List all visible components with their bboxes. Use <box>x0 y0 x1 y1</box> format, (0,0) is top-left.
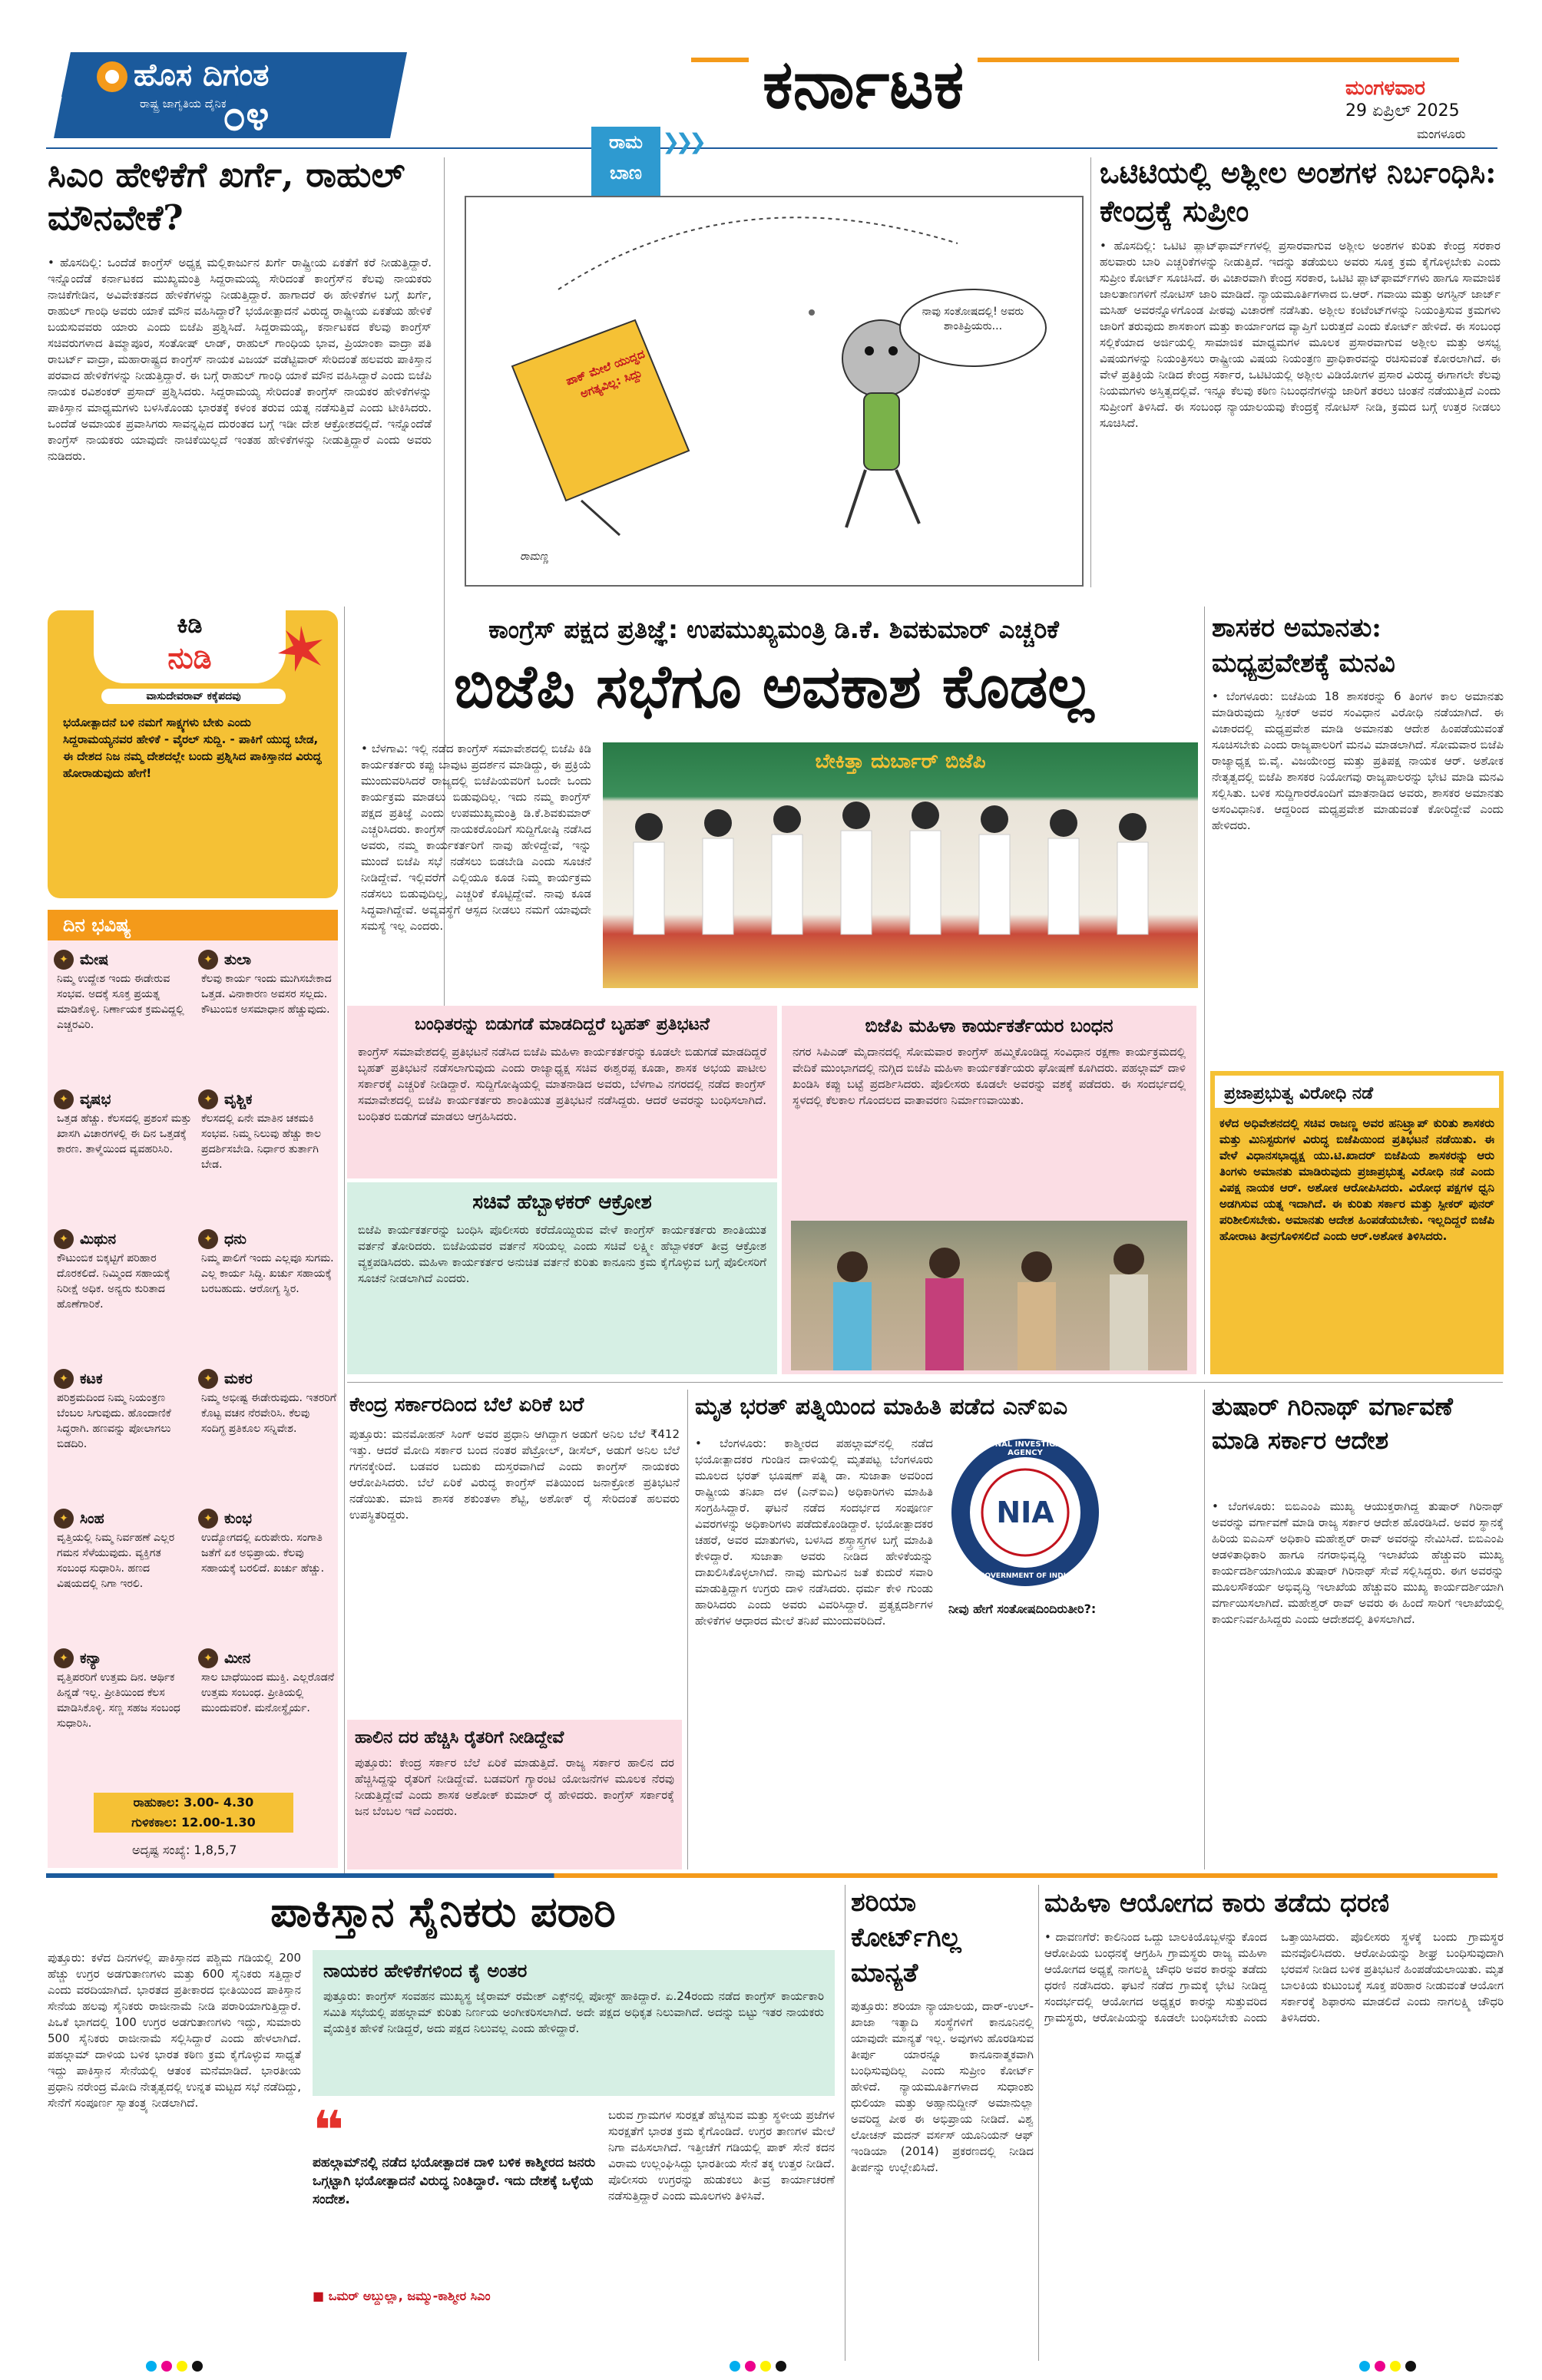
horoscope-title: ದಿನ ಭವಿಷ್ಯ <box>48 910 338 940</box>
gulikakala: ಗುಳಿಕಕಾಲ: 12.00-1.30 <box>131 1815 256 1830</box>
story-body: ನಗರ ಸಿಪಿಎಡ್ ಮೈದಾನದಲ್ಲಿ ಸೋಮವಾರ ಕಾಂಗ್ರೆಸ್ ಹಮ್ಮಿಕೊಂಡಿದ್ದ ಸಂವಿಧಾನ ರಕ್ಷಣಾ ಕಾರ್ಯಕ್ರಮದಲ್ಲಿ ವೇದಿಕೆ ಮುಂಭಾಗದಲ್ಲಿ ನುಗ್ಗಿದ ಬಿಜೆಪಿ ಮಹಿಳಾ ಕಾರ್ಯಕರ್ತೆಯರು ಘೋಷಣೆ ಕೂಗಿದರು. ಪಹಲ್ಗಾಮ್ ದಾಳಿ ಖಂಡಿಸಿ ಕಪ್ಪು ಬಟ್ಟೆ ಪ್ರದರ್ಶಿಸಿದರು. ಪೊಲೀಸರು ಕೂಡಲೇ ಅವರನ್ನು ವಶಕ್ಕೆ ಪಡೆದರು. ಈ ಸಂದರ್ಭದಲ್ಲಿ ಸ್ಥಳದಲ್ಲಿ ಕೆಲಕಾಲ ಗೊಂದಲದ ವಾತಾವರಣ ನಿರ್ಮಾಣವಾಯಿತು. <box>793 1045 1186 1107</box>
zodiac-icon: ✦ <box>54 950 74 970</box>
zodiac-icon: ✦ <box>198 1229 218 1249</box>
zodiac-icon: ✦ <box>54 1369 74 1389</box>
horoscope-entry <box>54 1507 192 1647</box>
horoscope-entry <box>198 1088 336 1228</box>
nayakara-box <box>313 1950 835 2096</box>
sign-name: ಮೇಷ <box>80 951 109 968</box>
sign-text: ವೃತ್ತಿಯಲ್ಲಿ ನಿಮ್ಮ ನಿರ್ವಹಣೆ ಎಲ್ಲರ ಗಮನ ಸೆಳೆಯುವುದು. ವ್ಯಕ್ತಿಗತ ಸಂಬಂಧ ಸುಧಾರಿಸಿ. ಹಣದ ವಿಷಯದಲ್ಲಿ ನಿಗಾ ಇರಲಿ. <box>57 1532 175 1590</box>
story-body: • ಬೆಂಗಳೂರು: ಬಿಜೆಪಿಯ 18 ಶಾಸಕರನ್ನು 6 ತಿಂಗಳ ಕಾಲ ಅಮಾನತು ಮಾಡಿರುವುದು ಸ್ಪೀಕರ್ ಅವರ ಸಂವಿಧಾನ ವಿರೋಧಿ ನಡೆಯಾಗಿದೆ. ಈ ವಿಚಾರದಲ್ಲಿ ಮಧ್ಯಪ್ರವೇಶ ಮಾಡಿ ಅಮಾನತು ಆದೇಶ ಹಿಂಪಡೆಯುವಂತೆ ಸೂಚಿಸಬೇಕು ಎಂದು ರಾಜ್ಯಪಾಲರಿಗೆ ಮನವಿ ಮಾಡಲಾಗಿದೆ. ಸೋಮವಾರ ಬಿಜೆಪಿ ರಾಜ್ಯಾಧ್ಯಕ್ಷ ಬಿ.ವೈ. ವಿಜಯೇಂದ್ರ ಮತ್ತು ಪ್ರತಿಪಕ್ಷ ನಾಯಕ ಆರ್. ಅಶೋಕ ನೇತೃತ್ವದಲ್ಲಿ ಬಿಜೆಪಿ ಶಾಸಕರ ನಿಯೋಗವು ರಾಜ್ಯಪಾಲರನ್ನು ಭೇಟಿ ಮಾಡಿ ಮನವಿ ಸಲ್ಲಿಸಿತು. ಬಳಿಕ ಸುದ್ದಿಗಾರರೊಂದಿಗೆ ಮಾತನಾಡಿದ ಅವರು, ಶಾಸಕರ ಅಮಾನತು ಅಸಂವಿಧಾನಿಕ. ಆದ್ದರಿಂದ ಮಧ್ಯಪ್ರವೇಶ ಮಾಡುವಂತೆ ಕೋರಿದ್ದೇವೆ ಎಂದು ಹೇಳಿದರು. <box>1212 689 1504 832</box>
lead-story <box>349 610 1198 1002</box>
photo-figures <box>603 742 1198 988</box>
arrest-photo-figures <box>791 1221 1187 1370</box>
lead-headline: ಬಿಜೆಪಿ ಸಭೆಗೂ ಅವಕಾಶ ಕೊಡಲ್ಲ <box>453 652 1094 722</box>
sign-name: ವೃಷಭ <box>80 1091 111 1108</box>
sign-text: ನಿಮ್ಮ ಅಭೀಷ್ಟ ಈಡೇರುವುದು. ಇತರರಿಗೆ ಕೊಟ್ಟ ವಚನ ನೆರವೇರಿಸಿ. ಕೆಲವು ಸಂದಿಗ್ಧ ಪ್ರತಿಕೂಲ ಸನ್ನಿವೇಶ. <box>201 1392 336 1435</box>
headline: ಪಾಕಿಸ್ತಾನ ಸೈನಿಕರು ಪರಾರಿ <box>270 1887 616 1936</box>
zodiac-icon: ✦ <box>54 1648 74 1668</box>
nia-center-text: NIA <box>996 1496 1054 1529</box>
zodiac-icon: ✦ <box>198 1089 218 1109</box>
cartoon-placard-text: ಪಾಕ್ ಮೇಲೆ ಯುದ್ಧದ ಅಗತ್ಯವಿಲ್ಲ: ಸಿದ್ದು <box>564 346 647 402</box>
story-kendra <box>349 1390 680 1720</box>
headline: ಒಟಿಟಿಯಲ್ಲಿ ಅಶ್ಲೀಲ ಅಂಶಗಳ ನಿರ್ಬಂಧಿಸಿ: ಕೇಂದ್ರಕ್ಕೆ ಸುಪ್ರೀಂ <box>1100 155 1497 228</box>
horoscope-entry <box>198 1367 336 1507</box>
kidi-nudi-header <box>94 610 286 683</box>
story-body: • ಹೊಸದಿಲ್ಲಿ: ಒಟಿಟಿ ಪ್ಲಾಟ್‌ಫಾರ್ಮ್‌ಗಳಲ್ಲಿ ಪ್ರಸಾರವಾಗುವ ಅಶ್ಲೀಲ ಅಂಶಗಳ ಕುರಿತು ಕೇಂದ್ರ ಸರಕಾರ ಹಲವಾರು ಬಾರಿ ಎಚ್ಚರಿಕೆಗಳನ್ನು ನೀಡುತ್ತಿದೆ. ಇದನ್ನು ತಡೆಯಲು ಅವರು ಸೂಕ್ತ ಕ್ರಮ ಕೈಗೊಳ್ಳಬೇಕು ಎಂದು ಸುಪ್ರೀಂ ಕೋರ್ಟ್ ಸೂಚಿಸಿದೆ. ಈ ವಿಚಾರವಾಗಿ ಕೇಂದ್ರ ಸರಕಾರ, ಒಟಿಟಿ ಪ್ಲಾಟ್‌ಫಾರ್ಮ್‌ಗಳು ಹಾಗೂ ಸಾಮಾಜಿಕ ಜಾಲತಾಣಗಳಿಗೆ ನೋಟಿಸ್ ಜಾರಿ ಮಾಡಿದೆ. ನ್ಯಾಯಮೂರ್ತಿಗಳಾದ ಬಿ.ಆರ್. ಗವಾಯಿ ಮತ್ತು ಅಗಸ್ಟಿನ್ ಜಾರ್ಜ್ ಮಸಿಹ್ ಅವರನ್ನೊಳಗೊಂಡ ಪೀಠವು ವಿಚಾರಣೆ ನಡೆಸಿತು. ಅಶ್ಲೀಲ ಕಂಟೆಂಟ್‌ಗಳನ್ನು ನಿಯಂತ್ರಿಸುವ ಕ್ರಮಗಳು ಜಾರಿಗೆ ತರುವುದು ಶಾಸಕಾಂಗ ಮತ್ತು ಕಾರ್ಯಾಂಗದ ವ್ಯಾಪ್ತಿಗೆ ಬರುತ್ತದೆ ಎಂದು ಕೋರ್ಟ್ ಹೇಳಿದೆ. ಈ ಸಂಬಂಧ ಸಲ್ಲಿಕೆಯಾದ ಅರ್ಜಿಯಲ್ಲಿ ಸಾಮಾಜಿಕ ಮಾಧ್ಯಮಗಳ ಮೂಲಕ ಪ್ರಸಾರವಾಗುವ ಅಶ್ಲೀಲ ಮತ್ತು ಅಸಭ್ಯ ವಿಷಯಗಳನ್ನು ನಿಯಂತ್ರಿಸಲು ರಾಷ್ಟ್ರೀಯ ವಿಷಯ ನಿಯಂತ್ರಣ ಪ್ರಾಧಿಕಾರವನ್ನು ರಚಿಸುವಂತೆ ಕೋರಲಾಗಿದೆ. ಈ ವೇಳೆ ಪ್ರತಿಕ್ರಿಯೆ ನೀಡಿದ ಕೇಂದ್ರ ಸರ್ಕಾರ, ಒಟಿಟಿಯಲ್ಲಿ ಅಶ್ಲೀಲ ವಿಡಿಯೋಗಳ ಪ್ರಸಾರ ವಿರುದ್ಧ ಈಗಾಗಲೇ ಕೆಲವು ನಿಯಮಗಳು ಅಸ್ತಿತ್ವದಲ್ಲಿವೆ. ಇನ್ನೂ ಕೆಲವು ಕಠಿಣ ನಿಬಂಧನೆಗಳನ್ನು ಜಾರಿಗೆ ತರಲು ಚಿಂತನೆ ನಡೆಯುತ್ತಿದೆ ಎಂದು ಸುಪ್ರೀಂಗೆ ತಿಳಿಸಿದೆ. ಈ ಸಂಬಂಧ ನ್ಯಾಯಾಲಯವು ಕೇಂದ್ರಕ್ಕೆ ನೋಟಿಸ್ ನೀಡಿ, ಕ್ರಮದ ಬಗ್ಗೆ ಉತ್ತರ ನೀಡಲು ಸೂಚಿಸಿದೆ. <box>1100 239 1501 430</box>
story-body: ಪುತ್ತೂರು: ಮನಮೋಹನ್ ಸಿಂಗ್ ಅವರ ಪ್ರಧಾನಿ ಆಗಿದ್ದಾಗ ಅಡುಗೆ ಅನಿಲ ಬೆಲೆ ₹412 ಇತ್ತು. ಆದರೆ ಮೋದಿ ಸರ್ಕಾರ ಬಂದ ನಂತರ ಪೆಟ್ರೋಲ್, ಡೀಸೆಲ್, ಅಡುಗೆ ಅನಿಲ ಬೆಲೆ ಗಗನಕ್ಕೇರಿದೆ. ಬಡವರ ಬದುಕು ದುಸ್ತರವಾಗಿದೆ ಎಂದು ಕಾಂಗ್ರೆಸ್ ನಾಯಕರು ಆರೋಪಿಸಿದರು. ಬೆಲೆ ಏರಿಕೆ ವಿರುದ್ಧ ಕಾಂಗ್ರೆಸ್ ವತಿಯಿಂದ ಜನಾಕ್ರೋಶ ಪ್ರತಿಭಟನೆ ನಡೆಯಿತು. ಮಾಜಿ ಶಾಸಕ ಶಕುಂತಳಾ ಶೆಟ್ಟಿ, ಅಶೋಕ್ ರೈ ಸೇರಿದಂತೆ ಹಲವರು ಉಪಸ್ಥಿತರಿದ್ದರು. <box>349 1427 680 1522</box>
story-body: ಬಿಜೆಪಿ ಕಾರ್ಯಕರ್ತರನ್ನು ಬಂಧಿಸಿ ಪೊಲೀಸರು ಕರೆದೊಯ್ದಿರುವ ವೇಳೆ ಕಾಂಗ್ರೆಸ್ ಕಾರ್ಯಕರ್ತರು ಶಾಂತಿಯುತ ವರ್ತನೆ ತೋರಿದರು. ಬಿಜೆಪಿಯವರ ವರ್ತನೆ ಸರಿಯಲ್ಲ ಎಂದು ಸಚಿವೆ ಲಕ್ಷ್ಮೀ ಹೆಬ್ಬಾಳಕರ್ ತೀವ್ರ ಆಕ್ರೋಶ ವ್ಯಕ್ತಪಡಿಸಿದರು. ಮಹಿಳಾ ಕಾರ್ಯಕರ್ತರ ಅನುಚಿತ ವರ್ತನೆ ಕುರಿತು ಕಾನೂನು ಕ್ರಮ ಕೈಗೊಳ್ಳುವ ಬಗ್ಗೆ ಪೊಲೀಸರಿಗೆ ಸೂಚನೆ ನೀಡಲಾಗಿದೆ ಎಂದರು. <box>358 1223 766 1285</box>
arrest-photo <box>791 1221 1187 1370</box>
story-pakistan <box>48 1885 839 2361</box>
registration-marks-center <box>730 2361 786 2372</box>
horoscope-sign <box>54 1647 192 1670</box>
story-body-cont: ಬರುವ ಗ್ರಾಮಗಳ ಸುರಕ್ಷತೆ ಹೆಚ್ಚಿಸುವ ಮತ್ತು ಸ್ಥಳೀಯ ಪ್ರಜೆಗಳ ಸುರಕ್ಷತೆಗೆ ಭಾರತ ಕ್ರಮ ಕೈಗೊಂಡಿದೆ. ಉಗ್ರರ ತಾಣಗಳ ಮೇಲೆ ನಿಗಾ ವಹಿಸಲಾಗಿದೆ. ಇತ್ತೀಚೆಗೆ ಗಡಿಯಲ್ಲಿ ಪಾಕ್ ಸೇನೆ ಕದನ ವಿರಾಮ ಉಲ್ಲಂಘಿಸಿದ್ದು ಭಾರತೀಯ ಸೇನೆ ತಕ್ಕ ಉತ್ತರ ನೀಡಿದೆ. ಪೊಲೀಸರು ಉಗ್ರರನ್ನು ಹುಡುಕಲು ತೀವ್ರ ಕಾರ್ಯಾಚರಣೆ ನಡೆಸುತ್ತಿದ್ದಾರೆ ಎಂದು ಮೂಲಗಳು ತಿಳಿಸಿವೆ. <box>608 2108 835 2203</box>
rama-bana-tag <box>591 127 660 196</box>
horoscope-sign <box>198 948 336 971</box>
nia-bottom-text: GOVERNMENT OF INDIA <box>979 1572 1071 1580</box>
nia-ring-text: NATIONAL INVESTIGATION AGENCY <box>968 1440 1082 1457</box>
horoscope-left-column <box>54 948 192 1787</box>
story-body: • ಹೊಸದಿಲ್ಲಿ: ಒಂದೆಡೆ ಕಾಂಗ್ರೆಸ್ ಅಧ್ಯಕ್ಷ ಮಲ್ಲಿಕಾರ್ಜುನ ಖರ್ಗೆ ರಾಷ್ಟ್ರೀಯ ಏಕತೆಗೆ ಕರೆ ನೀಡುತ್ತಿದ್ದಾರೆ. ಇನ್ನೊಂದೆಡೆ ಕರ್ನಾಟಕದ ಮುಖ್ಯಮಂತ್ರಿ ಸಿದ್ದರಾಮಯ್ಯ ಸೇರಿದಂತೆ ಕಾಂಗ್ರೆಸ್‌ನ ಕೆಲವು ನಾಯಕರು ನಾಚಿಕೆಗೇಡಿನ, ಅವಿವೇಕತನದ ಹೇಳಿಕೆಗಳನ್ನು ನೀಡುತ್ತಿದ್ದಾರೆ. ಹಾಗಾದರೆ ಈ ಹೇಳಿಕೆಗಳ ಬಗ್ಗೆ ಖರ್ಗೆ, ರಾಹುಲ್ ಗಾಂಧಿ ಅವರು ಯಾಕೆ ಮೌನ ವಹಿಸಿದ್ದಾರೆ? ಭಯೋತ್ಪಾದನೆ ವಿರುದ್ಧ ರಾಷ್ಟ್ರೀಯ ಏಕತೆಯ ಹೇಳಿಕೆ ಬಯಸುವವರು ಯಾರು ಎಂದು ಬಿಜೆಪಿ ಪ್ರಶ್ನಿಸಿದೆ. ಸಿದ್ದರಾಮಯ್ಯ, ಕರ್ನಾಟಕದ ಕೆಲವು ಕಾಂಗ್ರೆಸ್ ಸಚಿವರುಗಳಾದ ತಿಮ್ಮಾಪೂರ, ಸಂತೋಷ್ ಲಾಡ್, ರಾಹುಲ್ ಗಾಂಧಿಯ ಭಾವ, ಪ್ರಿಯಾಂಕಾ ವಾದ್ರಾ ಪತಿ ರಾಬರ್ಟ್ ವಾದ್ರಾ, ಮಹಾರಾಷ್ಟ್ರದ ಕಾಂಗ್ರೆಸ್ ನಾಯಕ ವಿಜಯ್ ವಡೆಟ್ಟಿವಾರ್ ಸೇರಿದಂತೆ ಹಲವರು ಪಾಕಿಸ್ತಾನ ಪರವಾದ ಹೇಳಿಕೆಗಳನ್ನು ನೀಡುತ್ತಿದ್ದಾರೆ. ಈ ಬಗ್ಗೆ ರಾಹುಲ್ ಗಾಂಧಿ ಯಾಕೆ ಮೌನ ವಹಿಸಿದ್ದಾರೆ ಎಂದು ಬಿಜೆಪಿ ನಾಯಕ ರವಿಶಂಕರ್ ಪ್ರಸಾದ್ ಪ್ರಶ್ನಿಸಿದರು. ಸಿದ್ದರಾಮಯ್ಯ ಸೇರಿದಂತೆ ಕಾಂಗ್ರೆಸ್ ನಾಯಕರ ಹೇಳಿಕೆಗಳನ್ನು ಪಾಕಿಸ್ತಾನ ಮಾಧ್ಯಮಗಳು ಬಳಸಿಕೊಂಡು ಭಾರತಕ್ಕೆ ಕಳಂಕ ತರುವ ಯತ್ನ ನಡೆಸುತ್ತಿವೆ ಎಂದು ಟೀಕಿಸಿದರು. ಒಂದೆಡೆ ಅಮಾಯಕ ಪ್ರವಾಸಿಗರು ಸಾವನ್ನಪ್ಪಿದ ದುರಂತದ ಬಗ್ಗೆ ಇಡೀ ದೇಶ ಆಕ್ರೋಶದಲ್ಲಿದೆ. ಇನ್ನೊಂದೆಡೆ ಕಾಂಗ್ರೆಸ್ ನಾಯಕರು ಯಾವುದೇ ನಾಚಿಕೆಯಿಲ್ಲದೆ ಇಂತಹ ಹೇಳಿಕೆಗಳನ್ನು ನೀಡುತ್ತಿದ್ದಾರೆ ಎಂದು ಅವರು ನುಡಿದರು. <box>48 256 432 463</box>
issue-day: ಮಂಗಳವಾರ <box>1345 77 1426 100</box>
sign-text: ಕೌಟುಂಬಿಕ ಬಿಕ್ಕಟ್ಟಿಗೆ ಪರಿಹಾರ ದೊರಕಲಿದೆ. ನಿಮ್ಮಿಂದ ಸಹಾಯಕ್ಕೆ ನಿರೀಕ್ಷೆ ಅಧಿಕ. ಅನ್ಯರು ಕುರಿತಾದ ಹೊಣೆಗಾರಿಕೆ. <box>57 1252 170 1311</box>
brand-logo <box>54 52 407 138</box>
cartoon-drawing <box>466 197 1082 585</box>
sign-name: ವೃಶ್ಚಿಕ <box>224 1091 253 1108</box>
horoscope-sign <box>198 1507 336 1530</box>
registration-marks-right <box>1359 2361 1416 2372</box>
zodiac-icon: ✦ <box>198 1509 218 1529</box>
horoscope-entry <box>198 1507 336 1647</box>
sign-text: ನಿಮ್ಮ ಪಾಲಿಗೆ ಇಂದು ಎಲ್ಲವೂ ಸುಗಮ. ಎಲ್ಲ ಕಾರ್ಯ ಸಿದ್ಧಿ. ಖರ್ಚು ಸಹಾಯಕ್ಕೆ ಬರಬಹುದು. ಆರೋಗ್ಯ ಸ್ಥಿರ. <box>201 1252 334 1295</box>
horoscope-sign <box>198 1088 336 1111</box>
page-number: ೦೪ <box>223 91 270 140</box>
zodiac-icon: ✦ <box>198 1648 218 1668</box>
headline: ನಾಯಕರ ಹೇಳಿಕೆಗಳಿಂದ ಕೈ ಅಂತರ <box>323 1960 528 1982</box>
brand-name: ಹೊಸ ದಿಗಂತ <box>134 57 270 93</box>
sign-text: ವೃತ್ತಿಪರರಿಗೆ ಉತ್ತಮ ದಿನ. ಆರ್ಥಿಕ ಹಿನ್ನಡೆ ಇಲ್ಲ. ಪ್ರೀತಿಯಿಂದ ಕೆಲಸ ಮಾಡಿಸಿಕೊಳ್ಳಿ. ಸಣ್ಣ ಸಹಜ ಸಂಬಂಧ ಸುಧಾರಿಸಿ. <box>57 1671 180 1730</box>
headline: ಬಂಧಿತರನ್ನು ಬಿಡುಗಡೆ ಮಾಡದಿದ್ದರೆ ಬೃಹತ್ ಪ್ರತಿಭಟನೆ <box>415 1015 710 1034</box>
sign-text: ಉದ್ಯೋಗದಲ್ಲಿ ಏರುಪೇರು. ಸಂಗಾತಿ ಜತೆಗೆ ಏಕ ಅಭಿಪ್ರಾಯ. ಕೆಲವು ಸಹಾಯಕ್ಕೆ ಬರಲಿದೆ. ಖರ್ಚು ಹೆಚ್ಚು. <box>201 1532 325 1575</box>
sign-text: ಕೆಲಸದಲ್ಲಿ ಏನೇ ಮಾತಿನ ಚಕಮಕಿ ಸಂಭವ. ನಿಮ್ಮ ನಿಲುವು ಹೆಚ್ಚು ಕಾಲ ಪ್ರದರ್ಶಿಸಬೇಡಿ. ನಿರ್ಧಾರ ತುರ್ತಾಗಿ ಬೇಡ. <box>201 1112 322 1171</box>
story-bandhitar <box>347 1006 777 1178</box>
story-body: ಪುತ್ತೂರು: ಕಳೆದ ದಿನಗಳಲ್ಲಿ ಪಾಕಿಸ್ತಾನದ ಪಶ್ಚಿಮ ಗಡಿಯಲ್ಲಿ 200 ಹೆಚ್ಚು ಉಗ್ರರ ಅಡಗುತಾಣಗಳು ಮತ್ತು 600 ಸೈನಿಕರು ಸತ್ತಿದ್ದಾರೆ ಎಂದು ವರದಿಯಾಗಿದೆ. ಭಾರತದ ಪ್ರತೀಕಾರದ ಭೀತಿಯಿಂದ ಪಾಕಿಸ್ತಾನ ಸೇನೆಯ ಹಲವು ಸೈನಿಕರು ರಾಜೀನಾಮೆ ನೀಡಿ ಪರಾರಿಯಾಗುತ್ತಿದ್ದಾರೆ. ಪಿಒಕೆ ಭಾಗದಲ್ಲಿ 100 ಉಗ್ರರ ಅಡಗುತಾಣಗಳು ಇದ್ದು, ಸುಮಾರು 500 ಸೈನಿಕರು ರಾಜೀನಾಮೆ ಸಲ್ಲಿಸಿದ್ದಾರೆ ಎಂದು ಹೇಳಲಾಗಿದೆ. ಪಹಲ್ಗಾಮ್ ದಾಳಿಯ ಬಳಿಕ ಭಾರತ ಕಠಿಣ ಕ್ರಮ ಕೈಗೊಳ್ಳುವ ಸಾಧ್ಯತೆ ಇದ್ದು ಪಾಕಿಸ್ತಾನ ಸೇನೆಯಲ್ಲಿ ಆತಂಕ ಮನೆಮಾಡಿದೆ. ಭಾರತೀಯ ಪ್ರಧಾನಿ ನರೇಂದ್ರ ಮೋದಿ ನೇತೃತ್ವದಲ್ಲಿ ಉನ್ನತ ಮಟ್ಟದ ಸಭೆ ನಡೆದಿದ್ದು, ಸೇನೆಗೆ ಸಂಪೂರ್ಣ ಸ್ವಾತಂತ್ರ್ಯ ನೀಡಲಾಗಿದೆ. <box>48 1951 301 2110</box>
edition: ಮಂಗಳೂರು <box>1417 127 1466 141</box>
section-title: ಕರ್ನಾಟಕ <box>749 46 978 123</box>
time-box <box>94 1793 293 1833</box>
horoscope-box <box>48 910 338 1868</box>
nia-subhead: ನೀವು ಹೇಗೆ ಸಂತೋಷದಿಂದಿರುತೀರಿ?: <box>948 1602 1097 1616</box>
zodiac-icon: ✦ <box>54 1229 74 1249</box>
sign-name: ಮಿಥುನ <box>80 1231 117 1248</box>
sign-text: ನಿಮ್ಮ ಉದ್ದೇಶ ಇಂದು ಈಡೇರುವ ಸಂಭವ. ಅದಕ್ಕೆ ಸೂಕ್ತ ಪ್ರಯತ್ನ ಮಾಡಿಕೊಳ್ಳಿ. ನಿರ್ಣಾಯಕ ಕ್ರಮವಿದ್ದಲ್ಲಿ ಎಚ್ಚರವಿರಿ. <box>57 973 184 1031</box>
horoscope-entry <box>54 1647 192 1787</box>
zodiac-icon: ✦ <box>54 1089 74 1109</box>
headline: ಶಾಸಕರ ಅಮಾನತು: ಮಧ್ಯಪ್ರವೇಶಕ್ಕೆ ಮನವಿ <box>1212 613 1395 679</box>
cartoon-speech-bubble: ನಾವು ಸಂತೋಷದಲ್ಲಿ! ಅವರು ಶಾಂತಿಪ್ರಿಯರು... <box>922 306 1024 332</box>
story-tushar <box>1212 1390 1504 1869</box>
horoscope-sign <box>198 1228 336 1251</box>
tag-bottom: ಬಾಣ <box>610 162 642 183</box>
horoscope-sign <box>54 1088 192 1111</box>
zodiac-icon: ✦ <box>54 1509 74 1529</box>
tag-top: ರಾಮ <box>609 131 643 153</box>
headline: ಕೇಂದ್ರ ಸರ್ಕಾರದಿಂದ ಬೆಲೆ ಏರಿಕೆ ಬರೆ <box>349 1393 584 1416</box>
horoscope-sign <box>198 1647 336 1670</box>
section-divider <box>46 1873 1497 1878</box>
story-body: ಕಳೆದ ಅಧಿವೇಶನದಲ್ಲಿ ಸಚಿವ ರಾಜಣ್ಣ ಅವರ ಹನಿಟ್ರ್ಯಾಪ್ ಕುರಿತು ಶಾಸಕರು ಮತ್ತು ಮಿನಿಸ್ಟರುಗಳ ವಿರುದ್ಧ ಬಿಜೆಪಿಯಿಂದ ಪ್ರತಿಭಟನೆ ನಡೆಯಿತು. ಈ ವೇಳೆ ವಿಧಾನಸಭಾಧ್ಯಕ್ಷ ಯು.ಟಿ.ಖಾದರ್ ಬಿಜೆಪಿಯ ಶಾಸಕರನ್ನು ಆರು ತಿಂಗಳು ಅಮಾನತು ಮಾಡಿರುವುದು ಪ್ರಜಾಪ್ರಭುತ್ವ ವಿರೋಧಿ ನಡೆ ಎಂದು ವಿಪಕ್ಷ ನಾಯಕ ಆರ್. ಅಶೋಕ ಆರೋಪಿಸಿದರು. ವಿರೋಧ ಪಕ್ಷಗಳ ಧ್ವನಿ ಅಡಗಿಸುವ ಯತ್ನ ಇದಾಗಿದೆ. ಈ ಕುರಿತು ಸರ್ಕಾರ ಮತ್ತು ಸ್ಪೀಕರ್ ಪುನರ್ ಪರಿಶೀಲಿಸಬೇಕು. ಅಮಾನತು ಆದೇಶ ಹಿಂಪಡೆಯಬೇಕು. ಇಲ್ಲದಿದ್ದರೆ ಬಿಜೆಪಿ ಹೋರಾಟ ತೀವ್ರಗೊಳಿಸಲಿದೆ ಎಂದು ಆರ್.ಅಶೋಕ ತಿಳಿಸಿದರು. <box>1219 1116 1494 1243</box>
masthead-rule <box>46 147 1497 149</box>
horoscope-entry <box>54 948 192 1088</box>
issue-date: 29 ಏಪ್ರಿಲ್ 2025 <box>1345 101 1460 121</box>
sign-name: ಕುಂಭ <box>224 1510 252 1527</box>
spark-icon <box>278 626 324 672</box>
quote-box <box>313 2099 597 2353</box>
story-haalu <box>347 1720 682 1869</box>
horoscope-sign <box>54 1367 192 1390</box>
headline: ಸಿಎಂ ಹೇಳಿಕೆಗೆ ಖರ್ಗೆ, ರಾಹುಲ್ ಮೌನವೇಕೆ? <box>48 154 405 238</box>
sign-name: ಮಕರ <box>224 1370 253 1387</box>
story-prajaprabhutva <box>1210 1071 1504 1374</box>
headline: ಬಿಜೆಪಿ ಮಹಿಳಾ ಕಾರ್ಯಕರ್ತೆಯರ ಬಂಧನ <box>865 1015 1113 1036</box>
registration-marks-left <box>146 2361 203 2372</box>
story-body: ಪುತ್ತೂರು: ಕೇಂದ್ರ ಸರ್ಕಾರ ಬೆಲೆ ಏರಿಕೆ ಮಾಡುತ್ತಿದೆ. ರಾಜ್ಯ ಸರ್ಕಾರ ಹಾಲಿನ ದರ ಹೆಚ್ಚಿಸಿದ್ದನ್ನು ರೈತರಿಗೆ ನೀಡಿದ್ದೇವೆ. ಬಡವರಿಗೆ ಗ್ಯಾರಂಟಿ ಯೋಜನೆಗಳ ಮೂಲಕ ನೆರವು ನೀಡುತ್ತಿದ್ದೇವೆ ಎಂದು ಶಾಸಕ ಅಶೋಕ್ ಕುಮಾರ್ ರೈ ಹೇಳಿದರು. ಕಾಂಗ್ರೆಸ್ ಸರ್ಕಾರಕ್ಕೆ ಜನ ಬೆಂಬಲ ಇದೆ ಎಂದರು. <box>355 1756 674 1818</box>
headline: ಶರಿಯಾ ಕೋರ್ಟ್‌ಗಿಲ್ಲ ಮಾನ್ಯತೆ <box>851 1887 961 1988</box>
horoscope-sign <box>198 1367 336 1390</box>
horoscope-sign <box>54 1507 192 1530</box>
story-body: • ಬೆಂಗಳೂರು: ಬಿಬಿಎಂಪಿ ಮುಖ್ಯ ಆಯುಕ್ತರಾಗಿದ್ದ ತುಷಾರ್ ಗಿರಿನಾಥ್ ಅವರನ್ನು ವರ್ಗಾವಣೆ ಮಾಡಿ ರಾಜ್ಯ ಸರ್ಕಾರ ಆದೇಶ ಹೊರಡಿಸಿದೆ. ಅವರ ಸ್ಥಾನಕ್ಕೆ ಹಿರಿಯ ಐಎಎಸ್ ಅಧಿಕಾರಿ ಮಹೇಶ್ವರ್ ರಾವ್ ಅವರನ್ನು ನೇಮಿಸಿದೆ. ಬಿಬಿಎಂಪಿ ಆಡಳಿತಾಧಿಕಾರಿ ಹಾಗೂ ನಗರಾಭಿವೃದ್ಧಿ ಇಲಾಖೆಯ ಹೆಚ್ಚುವರಿ ಮುಖ್ಯ ಕಾರ್ಯದರ್ಶಿಯಾಗಿಯೂ ತುಷಾರ್ ಗಿರಿನಾಥ್ ಸೇವೆ ಸಲ್ಲಿಸಿದ್ದರು. ಈಗ ಅವರನ್ನು ಮೂಲಸೌಕರ್ಯ ಅಭಿವೃದ್ಧಿ ಇಲಾಖೆಯ ಹೆಚ್ಚುವರಿ ಮುಖ್ಯ ಕಾರ್ಯದರ್ಶಿಯಾಗಿ ವರ್ಗಾಯಿಸಲಾಗಿದೆ. ಮಹೇಶ್ವರ್ ರಾವ್ ಅವರು ಈ ಹಿಂದೆ ಸಾರಿಗೆ ಇಲಾಖೆಯಲ್ಲಿ ಕಾರ್ಯನಿರ್ವಹಿಸಿದ್ದರು ಎಂದು ಆದೇಶದಲ್ಲಿ ತಿಳಿಸಲಾಗಿದೆ. <box>1212 1499 1504 1626</box>
horoscope-entry <box>198 1228 336 1367</box>
story-mahila-bandhan <box>782 1006 1196 1374</box>
story-shasakara <box>1212 610 1504 1063</box>
kidi-nudi-box <box>48 610 338 898</box>
kidi-text: ಭಯೋತ್ಪಾದನೆ ಬಳಿ ನಮಗೆ ಸಾಕ್ಷ್ಯಗಳು ಬೇಕು ಎಂದು ಸಿದ್ದರಾಮಯ್ಯನವರ ಹೇಳಿಕೆ - ವೈರಲ್ ಸುದ್ದಿ. - ಪಾಕಿಗೆ ಯುದ್ಧ ಬೇಡ, ಈ ದೇಶದ ನಿಜ ನಮ್ಮ ದೇಶದಲ್ಲೇ ಬಂದು ಪ್ರಶ್ನಿಸಿದ ಪಾಕಿಸ್ತಾನದ ವಿರುದ್ಧ ಹೋರಾಡುವುದು ಹೇಗೆ! <box>63 716 322 780</box>
lead-body: • ಬೆಳಗಾವಿ: ಇಲ್ಲಿ ನಡೆದ ಕಾಂಗ್ರೆಸ್ ಸಮಾವೇಶದಲ್ಲಿ ಬಿಜೆಪಿ ಕಿಡಿ ಕಾರ್ಯಕರ್ತರು ಕಪ್ಪು ಬಾವುಟ ಪ್ರದರ್ಶನ ಮಾಡಿದ್ದು, ಈ ಪ್ರಕ್ರಿಯೆ ಮುಂದುವರಿಸಿದರೆ ರಾಜ್ಯದಲ್ಲಿ ಬಿಜೆಪಿಯವರಿಗೆ ಒಂದೇ ಒಂದು ಕಾರ್ಯಕ್ರಮ ಮಾಡಲು ಬಿಡುವುದಿಲ್ಲ. ಇದು ನಮ್ಮ ಕಾಂಗ್ರೆಸ್ ಪಕ್ಷದ ಪ್ರತಿಜ್ಞೆ ಎಂದು ಉಪಮುಖ್ಯಮಂತ್ರಿ ಡಿ.ಕೆ.ಶಿವಕುಮಾರ್ ಎಚ್ಚರಿಸಿದರು. ಕಾಂಗ್ರೆಸ್ ನಾಯಕರೊಂದಿಗೆ ಸುದ್ದಿಗೋಷ್ಠಿ ನಡೆಸಿದ ಅವರು, ನಮ್ಮ ಕಾರ್ಯಕರ್ತರಿಗೆ ನಾವು ಹೇಳಿದ್ದೇವೆ, ಇನ್ನು ಮುಂದೆ ಬಿಜೆಪಿ ಸಭೆ ನಡೆಸಲು ಬಿಡಬೇಡಿ ಎಂದು ಸೂಚನೆ ನೀಡಿದ್ದೇವೆ. ಇಲ್ಲಿವರೆಗೆ ಎಲ್ಲಿಯೂ ಕೂಡ ನಿಮ್ಮ ಕಾರ್ಯಕ್ರಮ ನಡೆಸಲು ಬಿಡುವುದಿಲ್ಲ, ಎಚ್ಚರಿಕೆ ಕೊಟ್ಟಿದ್ದೇವೆ. ನಾವು ಕೂಡ ಸಿದ್ಧವಾಗಿದ್ದೇವೆ. ಅವ್ಯವಸ್ಥೆಗೆ ಆಸ್ಪದ ನೀಡಲು ನಮಗೆ ಯಾವುದೇ ಸಮಸ್ಯೆ ಇಲ್ಲ ಎಂದರು. <box>361 742 591 933</box>
sign-name: ತುಲಾ <box>224 951 252 968</box>
sign-name: ಧನು <box>224 1231 247 1248</box>
chevrons-icon: ❯❯❯ <box>662 129 703 154</box>
horoscope-right-column <box>198 948 336 1787</box>
story-body: • ದಾವಣಗೆರೆ: ಕಾಲಿನಿಂದ ಒದ್ದು ಬಾಲಕಿಯೊಬ್ಬಳನ್ನು ಕೊಂದ ಆರೋಪಿಯ ಬಂಧನಕ್ಕೆ ಆಗ್ರಹಿಸಿ ಗ್ರಾಮಸ್ಥರು ರಾಜ್ಯ ಮಹಿಳಾ ಆಯೋಗದ ಅಧ್ಯಕ್ಷೆ ನಾಗಲಕ್ಷ್ಮಿ ಚೌಧರಿ ಅವರ ಕಾರನ್ನು ತಡೆದು ಧರಣಿ ನಡೆಸಿದರು. ಘಟನೆ ನಡೆದ ಗ್ರಾಮಕ್ಕೆ ಭೇಟಿ ನೀಡಿದ್ದ ಸಂದರ್ಭದಲ್ಲಿ ಆಯೋಗದ ಅಧ್ಯಕ್ಷರ ಕಾರನ್ನು ಸುತ್ತುವರಿದ ಗ್ರಾಮಸ್ಥರು, ಆರೋಪಿಯನ್ನು ಕೂಡಲೇ ಬಂಧಿಸಬೇಕು ಎಂದು ಒತ್ತಾಯಿಸಿದರು. ಪೊಲೀಸರು ಸ್ಥಳಕ್ಕೆ ಬಂದು ಗ್ರಾಮಸ್ಥರ ಮನವೊಲಿಸಿದರು. ಆರೋಪಿಯನ್ನು ಶೀಘ್ರ ಬಂಧಿಸುವುದಾಗಿ ಭರವಸೆ ನೀಡಿದ ಬಳಿಕ ಪ್ರತಿಭಟನೆ ಹಿಂಪಡೆಯಲಾಯಿತು. ಮೃತ ಬಾಲಕಿಯ ಕುಟುಂಬಕ್ಕೆ ಸೂಕ್ತ ಪರಿಹಾರ ನೀಡುವಂತೆ ಆಯೋಗ ಸರ್ಕಾರಕ್ಕೆ ಶಿಫಾರಸು ಮಾಡಲಿದೆ ಎಂದು ನಾಗಲಕ್ಷ್ಮಿ ಚೌಧರಿ ತಿಳಿಸಿದರು. <box>1044 1930 1504 2025</box>
brand-tagline: ರಾಷ್ಟ್ರ ಜಾಗೃತಿಯ ದೈನಿಕ <box>140 97 227 111</box>
sign-name: ಮೀನ <box>224 1650 251 1667</box>
photo-banner-text: ಬೇಕಿತ್ತಾ ದುರ್ಬಾರ್ ಬಿಜೆಪಿ <box>815 750 986 773</box>
kidi-author: ವಾಸುದೇವರಾವ್ ಕಕ್ಕೆಪದವು <box>101 689 286 704</box>
nudi-title: ನುಡಿ <box>167 641 212 675</box>
headline: ಸಚಿವೆ ಹೆಬ್ಬಾಳಕರ್ ಆಕ್ರೋಶ <box>472 1191 652 1214</box>
quote-mark-icon: ❝ <box>313 2099 345 2162</box>
lead-photo <box>603 742 1198 988</box>
story-sachive <box>347 1182 777 1374</box>
headline: ಪ್ರಜಾಪ್ರಭುತ್ವ ವಿರೋಧಿ ನಡೆ <box>1215 1076 1499 1108</box>
headline: ಹಾಲಿನ ದರ ಹೆಚ್ಚಿಸಿ ರೈತರಿಗೆ ನೀಡಿದ್ದೇವೆ <box>355 1728 564 1747</box>
quote-text: ಪಹಲ್ಗಾಮ್‌ನಲ್ಲಿ ನಡೆದ ಭಯೋತ್ಪಾದಕ ದಾಳಿ ಬಳಿಕ ಕಾಶ್ಮೀರದ ಜನರು ಒಗ್ಗಟ್ಟಾಗಿ ಭಯೋತ್ಪಾದನೆ ವಿರುದ್ಧ ನಿಂತಿದ್ದಾರೆ. ಇದು ದೇಶಕ್ಕೆ ಒಳ್ಳೆಯ ಸಂದೇಶ. <box>313 2155 596 2207</box>
story-body-left: • ಬೆಂಗಳೂರು: ಕಾಶ್ಮೀರದ ಪಹಲ್ಗಾಮ್‌ನಲ್ಲಿ ನಡೆದ ಭಯೋತ್ಪಾದಕರ ಗುಂಡಿನ ದಾಳಿಯಲ್ಲಿ ಮೃತಪಟ್ಟ ಬೆಂಗಳೂರು ಮೂಲದ ಭರತ್ ಭೂಷಣ್ ಪತ್ನಿ ಡಾ. ಸುಜಾತಾ ಅವರಿಂದ ರಾಷ್ಟ್ರೀಯ ತನಿಖಾ ದಳ (ಎನ್‌ಐಎ) ಅಧಿಕಾರಿಗಳು ಮಾಹಿತಿ ಸಂಗ್ರಹಿಸಿದ್ದಾರೆ. ಘಟನೆ ನಡೆದ ಸಂದರ್ಭದ ಸಂಪೂರ್ಣ ವಿವರಗಳನ್ನು ಅಧಿಕಾರಿಗಳು ಪಡೆದುಕೊಂಡಿದ್ದಾರೆ. ಭಯೋತ್ಪಾದಕರ ಚಹರೆ, ಅವರ ಮಾತುಗಳು, ಬಳಸಿದ ಶಸ್ತ್ರಾಸ್ತ್ರಗಳ ಬಗ್ಗೆ ಮಾಹಿತಿ ಕೇಳಿದ್ದಾರೆ. ಸುಜಾತಾ ಅವರು ನೀಡಿದ ಹೇಳಿಕೆಯನ್ನು ದಾಖಲಿಸಿಕೊಳ್ಳಲಾಗಿದೆ. ನಾವು ಮಗುವಿನ ಜತೆ ಕುದುರೆ ಸವಾರಿ ಮಾಡುತ್ತಿದ್ದಾಗ ಉಗ್ರರು ದಾಳಿ ನಡೆಸಿದರು. ಧರ್ಮ ಕೇಳಿ ಗುಂಡು ಹಾರಿಸಿದರು ಎಂದು ಅವರು ವಿವರಿಸಿದ್ದಾರೆ. ಪ್ರತ್ಯಕ್ಷದರ್ಶಿಗಳ ಹೇಳಿಕೆಗಳ ಆಧಾರದ ಮೇಲೆ ತನಿಖೆ ಮುಂದುವರಿದಿದೆ. <box>695 1436 933 1628</box>
horoscope-entry <box>54 1367 192 1507</box>
story-body: ಪುತ್ತೂರು: ಕಾಂಗ್ರೆಸ್ ಸಂವಹನ ಮುಖ್ಯಸ್ಥ ಜೈರಾಮ್ ರಮೇಶ್ ಎಕ್ಸ್‌ನಲ್ಲಿ ಪೋಸ್ಟ್ ಹಾಕಿದ್ದಾರೆ. ಏ.24ರಂದು ನಡೆದ ಕಾಂಗ್ರೆಸ್ ಕಾರ್ಯಕಾರಿ ಸಮಿತಿ ಸಭೆಯಲ್ಲಿ ಪಹಲ್ಗಾಮ್ ಕುರಿತು ನಿರ್ಣಯ ಅಂಗೀಕರಿಸಲಾಗಿದೆ. ಅದೇ ಪಕ್ಷದ ಅಧಿಕೃತ ನಿಲುವಾಗಿದೆ. ಅದನ್ನು ಬಿಟ್ಟು ಇತರ ನಾಯಕರು ವೈಯಕ್ತಿಕ ಹೇಳಿಕೆ ನೀಡಿದ್ದರೆ, ಅದು ಪಕ್ಷದ ನಿಲುವಲ್ಲ ಎಂದು ಹೇಳಿದ್ದಾರೆ. <box>323 1989 825 2035</box>
horoscope-sign <box>54 948 192 971</box>
story-mahila-ayoga <box>1044 1885 1504 2361</box>
sign-name: ಸಿಂಹ <box>80 1510 104 1527</box>
lucky-number: ಅದೃಷ್ಟ ಸಂಖ್ಯೆ: 1,8,5,7 <box>132 1843 237 1857</box>
rahukala: ರಾಹುಕಾಲ: 3.00- 4.30 <box>133 1795 254 1810</box>
masthead <box>0 0 1542 154</box>
cartoon-signature: ರಾಮಣ್ಣ <box>520 550 549 563</box>
story-ott <box>1100 154 1501 583</box>
lead-kicker: ಕಾಂಗ್ರೆಸ್ ಪಕ್ಷದ ಪ್ರತಿಜ್ಞೆ: ಉಪಮುಖ್ಯಮಂತ್ರಿ ಡಿ.ಕೆ. ಶಿವಕುಮಾರ್ ಎಚ್ಚರಿಕೆ <box>488 615 1059 644</box>
story-body: ಪುತ್ತೂರು: ಶರಿಯಾ ನ್ಯಾಯಾಲಯ, ದಾರ್-ಉಲ್-ಖಾಜಾ ಇತ್ಯಾದಿ ಸಂಸ್ಥೆಗಳಿಗೆ ಕಾನೂನಿನಲ್ಲಿ ಯಾವುದೇ ಮಾನ್ಯತೆ ಇಲ್ಲ. ಅವುಗಳು ಹೊರಡಿಸುವ ತೀರ್ಪು ಯಾರನ್ನೂ ಕಾನೂನಾತ್ಮಕವಾಗಿ ಬಂಧಿಸುವುದಿಲ್ಲ ಎಂದು ಸುಪ್ರೀಂ ಕೋರ್ಟ್ ಹೇಳಿದೆ. ನ್ಯಾಯಮೂರ್ತಿಗಳಾದ ಸುಧಾಂಶು ಧುಲಿಯಾ ಮತ್ತು ಅಹ್ಸಾನುದ್ದೀನ್ ಅಮಾನುಲ್ಲಾ ಅವರಿದ್ದ ಪೀಠ ಈ ಅಭಿಪ್ರಾಯ ನೀಡಿದೆ. ವಿಶ್ವ ಲೋಚನ್ ಮದನ್ ವರ್ಸಸ್ ಯೂನಿಯನ್ ಆಫ್ ಇಂಡಿಯಾ (2014) ಪ್ರಕರಣದಲ್ಲಿ ನೀಡಿದ ತೀರ್ಪನ್ನು ಉಲ್ಲೇಖಿಸಿದೆ. <box>851 1999 1034 2174</box>
story-nia <box>695 1390 1194 1869</box>
sign-text: ಸಾಲ ಬಾಧೆಯಿಂದ ಮುಕ್ತಿ. ಎಲ್ಲರೊಡನೆ ಉತ್ತಮ ಸಂಬಂಧ. ಪ್ರೀತಿಯಲ್ಲಿ ಮುಂದುವರಿಕೆ. ಮನೋಸ್ಥೈರ್ಯ. <box>201 1671 335 1714</box>
sign-name: ಕನ್ಯಾ <box>80 1650 102 1667</box>
story-shariya <box>851 1885 1034 2361</box>
kidi-title: ಕಿಡಿ <box>177 612 203 639</box>
zodiac-icon: ✦ <box>198 950 218 970</box>
horoscope-entry <box>198 948 336 1088</box>
sign-text: ಕೆಲವು ಕಾರ್ಯ ಇಂದು ಮುಗಿಸಬೇಕಾದ ಒತ್ತಡ. ವಿನಾಕಾರಣ ಅವಸರ ಸಲ್ಲದು. ಕೌಟುಂಬಿಕ ಅಸಮಾಧಾನ ಹೆಚ್ಚುವುದು. <box>201 973 332 1016</box>
horoscope-entry <box>54 1228 192 1367</box>
zodiac-icon: ✦ <box>198 1369 218 1389</box>
headline: ಮೃತ ಭರತ್ ಪತ್ನಿಯಿಂದ ಮಾಹಿತಿ ಪಡೆದ ಎನ್‌ಐಎ <box>695 1393 1068 1420</box>
headline: ಮಹಿಳಾ ಆಯೋಗದ ಕಾರು ತಡೆದು ಧರಣಿ <box>1044 1888 1390 1919</box>
sign-name: ಕಟಕ <box>80 1370 103 1387</box>
sign-text: ಒತ್ತಡ ಹೆಚ್ಚು. ಕೆಲಸದಲ್ಲಿ ಪ್ರಶಂಸೆ ಮತ್ತು ಖಾಸಗಿ ವಿಚಾರಗಳಲ್ಲಿ ಈ ದಿನ ಒತ್ತಡಕ್ಕೆ ಕಾರಣ. ತಾಳ್ಮೆಯಿಂದ ವ್ಯವಹರಿಸಿರಿ. <box>57 1112 192 1155</box>
sign-text: ಪರಿಶ್ರಮದಿಂದ ನಿಮ್ಮ ನಿಯಂತ್ರಣ ಬೆಂಬಲ ಸಿಗುವುದು. ಹೊಂದಾಣಿಕೆ ಸಿದ್ಧರಾಗಿ. ಹಣವನ್ನು ಪೋಲಾಗಲು ಬಿಡದಿರಿ. <box>57 1392 171 1450</box>
nia-logo <box>948 1436 1102 1589</box>
cartoon-panel <box>465 196 1084 587</box>
quote-author: ■ ಒಮರ್ ಅಬ್ದುಲ್ಲಾ, ಜಮ್ಮು-ಕಾಶ್ಮೀರ ಸಿಎಂ <box>313 2289 491 2303</box>
horoscope-sign <box>54 1228 192 1251</box>
horoscope-entry <box>54 1088 192 1228</box>
horoscope-entry <box>198 1647 336 1787</box>
headline: ತುಷಾರ್ ಗಿರಿನಾಥ್ ವರ್ಗಾವಣೆ ಮಾಡಿ ಸರ್ಕಾರ ಆದೇಶ <box>1212 1392 1453 1455</box>
story-body: ಕಾಂಗ್ರೆಸ್ ಸಮಾವೇಶದಲ್ಲಿ ಪ್ರತಿಭಟನೆ ನಡೆಸಿದ ಬಿಜೆಪಿ ಮಹಿಳಾ ಕಾರ್ಯಕರ್ತರನ್ನು ಕೂಡಲೇ ಬಿಡುಗಡೆ ಮಾಡದಿದ್ದರೆ ಬೃಹತ್ ಪ್ರತಿಭಟನೆ ನಡೆಸಲಾಗುವುದು ಎಂದು ರಾಜ್ಯಾಧ್ಯಕ್ಷ ಸಚಿವ ಈಶ್ವರಪ್ಪ ಕೂಡಾ, ಶಾಸಕ ಅಭಯ ಪಾಟೀಲ ಸರ್ಕಾರಕ್ಕೆ ಎಚ್ಚರಿಕೆ ನೀಡಿದ್ದಾರೆ. ಸುದ್ದಿಗೋಷ್ಠಿಯಲ್ಲಿ ಮಾತನಾಡಿದ ಅವರು, ಬೆಳಗಾವಿ ನಗರದಲ್ಲಿ ನಡೆದ ಕಾಂಗ್ರೆಸ್ ಸಮಾವೇಶದಲ್ಲಿ ಬಿಜೆಪಿ ಕಾರ್ಯಕರ್ತರು ಶಾಂತಿಯುತ ಪ್ರತಿಭಟನೆ ನಡೆಸಿದ್ದರು. ಆದರೆ ಅವರನ್ನು ಬಂಧಿಸಲಾಗಿದೆ. ಬಂಧಿತರ ಬಿಡುಗಡೆ ಮಾಡಲು ಆಗ್ರಹಿಸಿದರು. <box>358 1045 766 1123</box>
